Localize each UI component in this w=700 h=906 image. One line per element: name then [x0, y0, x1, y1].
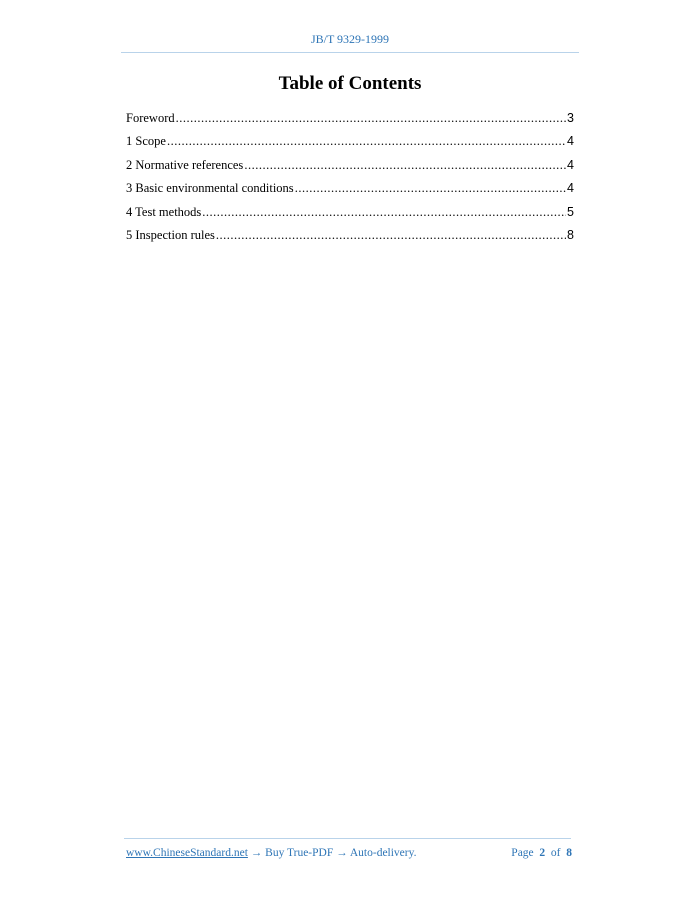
toc-entry-inspection-rules[interactable] — [126, 224, 574, 247]
right-arrow-icon: → — [247, 847, 266, 859]
toc-entry-label: 2 Normative references — [126, 157, 244, 172]
toc-dot-leader — [176, 107, 566, 130]
toc-entry-label: Foreword — [126, 111, 175, 125]
footer-divider — [124, 838, 571, 839]
page-number — [511, 847, 572, 859]
toc-dot-leader — [202, 201, 566, 224]
toc-dot-leader — [216, 224, 566, 247]
toc-entry-page: 3 — [567, 111, 574, 125]
toc-dot-leader — [244, 154, 566, 177]
auto-delivery-text: Auto-delivery. — [349, 847, 417, 859]
toc-entry-label: 4 Test methods — [126, 204, 202, 219]
toc-entry-label: 1 Scope — [126, 134, 166, 149]
current-page-number: 2 — [539, 847, 546, 859]
toc-entry-basic-environmental-conditions[interactable] — [126, 177, 574, 200]
table-of-contents — [126, 107, 574, 247]
toc-dot-leader — [167, 130, 566, 153]
toc-entry-foreword[interactable] — [126, 107, 574, 130]
toc-entry-page: 8 — [567, 227, 574, 242]
running-header: JB/T 9329-1999 — [310, 32, 390, 46]
of-word: of — [550, 847, 561, 859]
toc-entry-page: 4 — [567, 134, 574, 149]
toc-entry-page: 4 — [567, 157, 574, 172]
right-arrow-icon: → — [333, 847, 350, 859]
toc-entry-test-methods[interactable] — [126, 201, 574, 224]
page-word: Page — [511, 847, 534, 859]
toc-entry-page: 5 — [567, 204, 574, 219]
toc-entry-page: 4 — [567, 181, 574, 196]
header-divider — [121, 52, 579, 53]
toc-dot-leader — [295, 177, 566, 200]
website-link[interactable]: www.ChineseStandard.net — [126, 847, 248, 859]
toc-entry-label: 3 Basic environmental conditions — [126, 181, 294, 196]
toc-entry-label: 5 Inspection rules — [126, 227, 215, 242]
page-title: Table of Contents — [278, 73, 422, 94]
toc-entry-normative-references[interactable] — [126, 154, 574, 177]
buy-pdf-text: Buy True-PDF — [265, 847, 334, 859]
footer-promo — [126, 847, 417, 859]
toc-entry-scope[interactable] — [126, 130, 574, 153]
total-page-number: 8 — [566, 847, 572, 859]
